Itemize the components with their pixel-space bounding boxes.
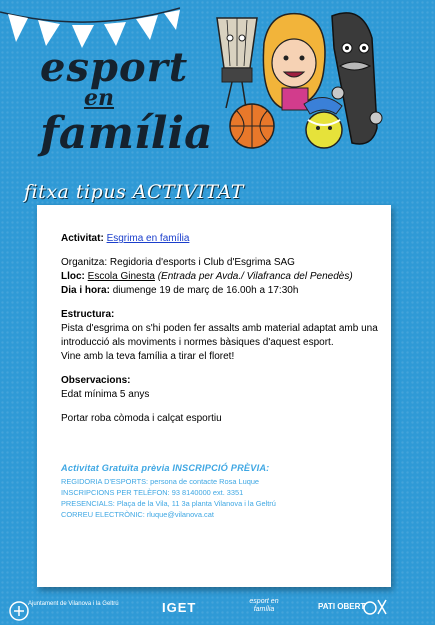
dia-label: Dia i hora:: [61, 285, 110, 296]
bunting-decoration: [0, 0, 180, 50]
activity-details: [61, 232, 379, 426]
girl-mascot: [263, 14, 325, 110]
lloc-label: Lloc:: [61, 271, 85, 282]
lloc-row: [61, 270, 379, 284]
in-person-line: PRESENCIALS: Plaça de la Vila, 11 3a planta Vilanova i la Geltrú: [61, 499, 276, 508]
email-line: CORREU ELECTRÒNIC: rluque@vilanova.cat: [61, 510, 214, 519]
contact-line: REGIDORIA D'ESPORTS: persona de contacte Rosa Luque: [61, 477, 260, 486]
tennis-ball-mascot: [304, 97, 342, 148]
activitat-row: [61, 232, 379, 246]
title-familia: família: [40, 108, 213, 159]
estructura-text: Pista d'esgrima on s'hi poden fer assalts amb material adaptat amb una introducció als moviments i normes bàsiques d'aquest esport.: [61, 323, 378, 348]
title-en: en: [84, 85, 114, 111]
registration-info: [61, 463, 381, 520]
estructura-label: Estructura:: [61, 309, 115, 320]
dia-value: diumenge 19 de març de 16.00h a 17:30h: [112, 285, 299, 296]
organitza-row: [61, 256, 379, 270]
registration-heading: Activitat Gratuïta prèvia INSCRIPCIÓ PRÈVIA:: [61, 463, 270, 473]
lloc-value: Escola Ginesta: [87, 271, 155, 282]
basketball-mascot: [230, 104, 274, 148]
subtitle-fitxa-tipus: fitxa tipus ACTIVITAT: [24, 181, 244, 203]
logo-iget: IGET: [162, 600, 197, 615]
logo-esport-en-familia: esport en família: [249, 598, 279, 613]
activitat-link[interactable]: Esgrima en família: [106, 233, 190, 244]
footer-logos: [0, 592, 435, 625]
logo-pati-obert: PATI OBERT: [318, 602, 366, 611]
portar-text: Portar roba còmoda i calçat esportiu: [61, 413, 222, 424]
mascots-illustration: [212, 8, 412, 158]
activitat-label: Activitat:: [61, 233, 104, 244]
observacions-label: Observacions:: [61, 375, 131, 386]
observacions-value: Edat mínima 5 anys: [61, 389, 150, 400]
dia-row: [61, 284, 379, 298]
logo-ajuntament: Ajuntament de Vilanova i la Geltrú: [28, 601, 119, 607]
estructura-cta: Vine amb la teva família a tirar el floret!: [61, 351, 235, 362]
organitza-value: Regidoria d'esports i Club d'Esgrima SAG: [109, 257, 295, 268]
shuttlecock-mascot: [217, 18, 257, 108]
activity-card: [37, 205, 391, 587]
pati-obert-icon: [360, 596, 390, 618]
title-esport: esport: [40, 44, 189, 91]
organitza-label: Organitza:: [61, 257, 108, 268]
phone-line: INSCRIPCIONS PER TELÈFON: 93 8140000 ext. 3351: [61, 488, 244, 497]
lloc-detail: (Entrada per Avda./ Vilafranca del Penedès): [157, 271, 353, 282]
